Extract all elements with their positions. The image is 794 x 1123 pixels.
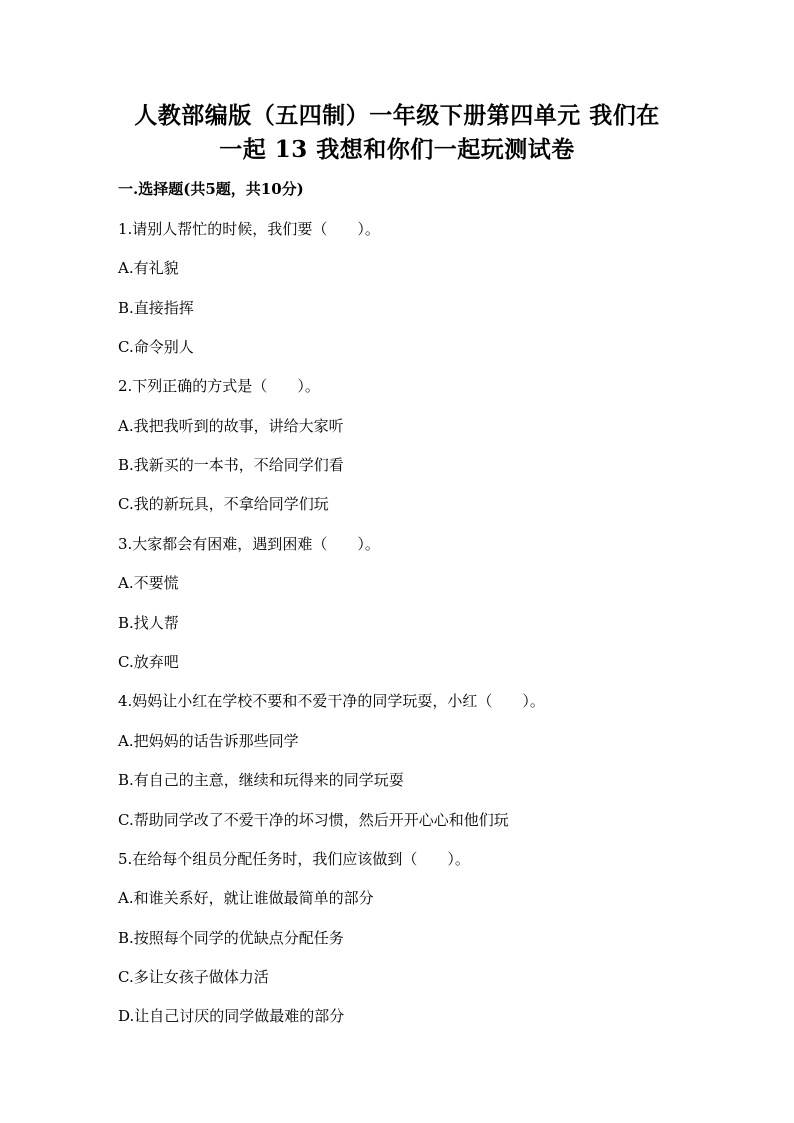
question-2-option-a: A.我把我听到的故事，讲给大家听 <box>118 417 344 435</box>
question-1-option-b: B.直接指挥 <box>118 299 194 317</box>
question-5-option-b: B.按照每个同学的优缺点分配任务 <box>118 929 344 947</box>
question-4-option-b: B.有自己的主意，继续和玩得来的同学玩耍 <box>118 771 404 789</box>
section-header: 一.选择题(共5题，共10分) <box>118 180 304 198</box>
question-2-option-c: C.我的新玩具，不拿给同学们玩 <box>118 495 329 513</box>
document-title-line-2: 一起 13 我想和你们一起玩测试卷 <box>219 136 575 163</box>
question-5-option-d: D.让自己讨厌的同学做最难的部分 <box>118 1007 345 1025</box>
question-2-option-b: B.我新买的一本书，不给同学们看 <box>118 456 344 474</box>
question-4-option-a: A.把妈妈的话告诉那些同学 <box>118 732 299 750</box>
document-title-line-1: 人教部编版（五四制）一年级下册第四单元 我们在 <box>134 102 660 129</box>
question-5-option-a: A.和谁关系好，就让谁做最简单的部分 <box>118 889 374 907</box>
question-3-option-c: C.放弃吧 <box>118 653 179 671</box>
question-5-option-c: C.多让女孩子做体力活 <box>118 968 269 986</box>
question-3-option-b: B.找人帮 <box>118 614 179 632</box>
question-3-stem: 3.大家都会有困难，遇到困难（ ）。 <box>118 535 380 553</box>
question-4-stem: 4.妈妈让小红在学校不要和不爱干净的同学玩耍，小红（ ）。 <box>118 692 545 710</box>
question-1-option-a: A.有礼貌 <box>118 259 179 277</box>
question-1-option-c: C.命令别人 <box>118 338 194 356</box>
question-5-stem: 5.在给每个组员分配任务时，我们应该做到（ ）。 <box>118 850 470 868</box>
question-1-stem: 1.请别人帮忙的时候，我们要（ ）。 <box>118 220 380 238</box>
question-3-option-a: A.不要慌 <box>118 574 179 592</box>
question-4-option-c: C.帮助同学改了不爱干净的坏习惯，然后开开心心和他们玩 <box>118 811 509 829</box>
question-2-stem: 2.下列正确的方式是（ ）。 <box>118 377 320 395</box>
